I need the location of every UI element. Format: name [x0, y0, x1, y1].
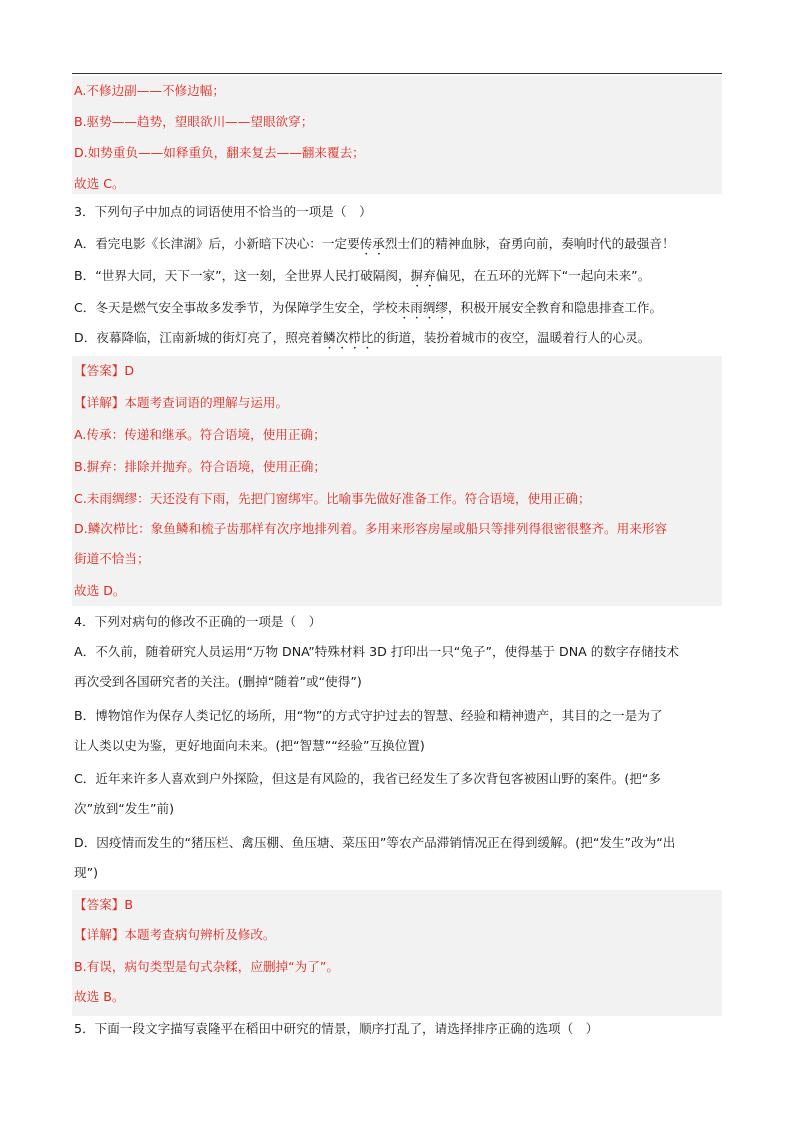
q2-explain-line: A.不修边副——不修边幅；	[74, 83, 225, 98]
q3-detail-line: 【详解】本题考查词语的理解与运用。	[74, 395, 289, 410]
q3-explain-line: D.鳞次栉比：象鱼鳞和梳子齿那样有次序地排列着。多用来形容房屋或船只等排列得很密很整齐。用来形容	[74, 521, 668, 536]
q3-question-block	[72, 194, 722, 354]
q3-conclusion: 故选 D。	[74, 583, 126, 598]
q3-option-a: A．看完电影《长津湖》后，小新暗下决心：一定要传承烈士们的精神血脉，奋勇向前，奏响时代的最强音！	[74, 236, 675, 251]
q3-stem: 3．下列句子中加点的词语使用不恰当的一项是（ ）	[74, 204, 372, 219]
q3-option-b-word: 摒弃	[410, 268, 436, 283]
q4-stem: 4．下列对病句的修改不正确的一项是（ ）	[74, 614, 322, 629]
q3-option-c: C．冬天是燃气安全事故多发季节，为保障学生安全，学校未雨绸缪，积极开展安全教育和隐患排查工作。	[74, 300, 663, 315]
q2-conclusion: 故选 C。	[74, 176, 125, 191]
q2-explain-line: D.如势重负——如释重负，翻来复去——翻来覆去；	[74, 145, 365, 160]
q4-detail-line: 【详解】本题考查病句辨析及修改。	[74, 927, 276, 942]
q3-option-d: D．夜幕降临，江南新城的街灯亮了，照亮着鳞次栉比的街道，装扮着城市的夜空，温暖着行人的心灵。	[74, 330, 651, 345]
q4-conclusion: 故选 B。	[74, 989, 125, 1004]
q4-answer: B	[124, 897, 134, 912]
q3-answer-line: 【答案】D	[74, 363, 135, 378]
q3-option-d-word: 鳞次栉比	[322, 330, 374, 345]
q4-option-b: B．博物馆作为保存人类记忆的场所，用“物”的方式守护过去的智慧、经验和精神遗产，其目的之一是为了	[74, 708, 663, 723]
q4-answer-block	[72, 890, 722, 1016]
q3-explain-line: C.未雨绸缪：天还没有下雨，先把门窗绑牢。比喻事先做好准备工作。符合语境，使用正确；	[74, 491, 591, 506]
q3-answer: D	[124, 363, 135, 378]
q2-explain-line: B.驱势——趋势，望眼欲川——望眼欲穿；	[74, 114, 314, 129]
q4-option-a-cont: 再次受到各国研究者的关注。(删掉“随着”或“使得”)	[74, 674, 362, 689]
q3-explain-line: A.传承：传递和继承。符合语境，使用正确；	[74, 427, 326, 442]
q4-question-block	[72, 606, 722, 890]
q4-option-a: A．不久前，随着研究人员运用“万物 DNA”特殊材料 3D 打印出一只“兔子”，使得基于 DNA 的数字存储技术	[74, 644, 679, 659]
q4-option-c: C．近年来许多人喜欢到户外探险，但这是有风险的，我省已经发生了多次背包客被困山野的案件。(把“多	[74, 771, 661, 786]
q3-option-c-word: 未雨绸缪	[397, 300, 449, 315]
q2-explanation-block	[72, 76, 722, 194]
q5-question-block	[72, 1016, 722, 1046]
header-rule	[72, 73, 722, 74]
q3-explain-line: B.摒弃：排除并抛弃。符合语境，使用正确；	[74, 459, 326, 474]
q4-option-b-cont: 让人类以史为鉴，更好地面向未来。(把“智慧”“经验”互换位置)	[74, 738, 425, 753]
q5-stem: 5．下面一段文字描写袁隆平在稻田中研究的情景，顺序打乱了，请选择排序正确的选项（ ）	[74, 1021, 599, 1036]
q4-explain-line: B.有误，病句类型是句式杂糅，应删掉“为了”。	[74, 959, 339, 974]
q3-option-a-word: 传承	[359, 236, 385, 251]
q4-option-d: D．因疫情而发生的“猪压栏、禽压棚、鱼压塘、菜压田”等农产品滞销情况正在得到缓解。(把“发生”改为“出	[74, 835, 676, 850]
q3-option-b: B．“世界大同，天下一家”，这一刻，全世界人民打破隔阂，摒弃偏见，在五环的光辉下“一起向未来”。	[74, 268, 651, 283]
q4-option-d-cont: 现”)	[74, 865, 99, 880]
q3-explain-line: 街道不恰当；	[74, 551, 150, 566]
q4-option-c-cont: 次”放到“发生”前)	[74, 801, 175, 816]
q3-answer-block	[72, 356, 722, 606]
q4-answer-line: 【答案】B	[74, 897, 134, 912]
